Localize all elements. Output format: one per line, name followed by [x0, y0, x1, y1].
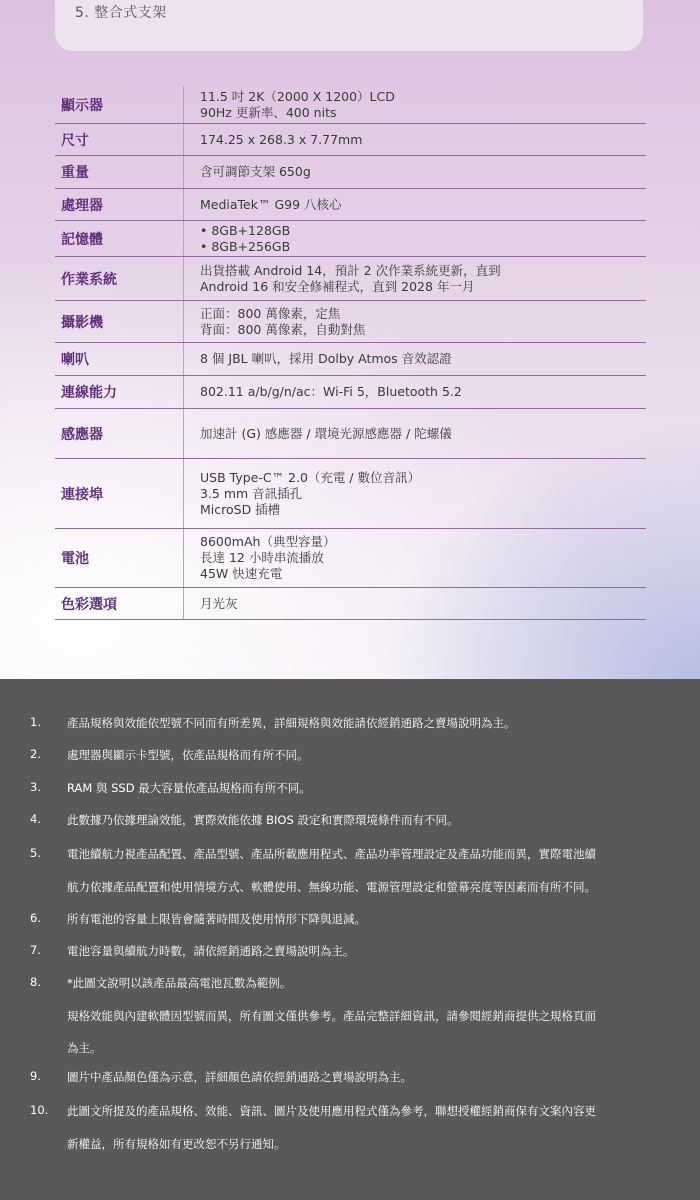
note-text: 規格效能與內建軟體因型號而異，所有圖文僅供參考。產品完整詳細資訊，請參閱經銷商提供之規格頁面 — [67, 1008, 596, 1023]
spec-value-line: MicroSD 插槽 — [200, 501, 281, 517]
spec-value — [184, 89, 646, 121]
spec-value-line: 出貨搭載 Android 14，預計 2 次作業系統更新，直到 — [200, 262, 501, 278]
spec-value-line: 45W 快速充電 — [200, 566, 283, 581]
note-text: *此圖文說明以該產品最高電池瓦數為範例。 — [67, 976, 292, 990]
note-text: 圖片中產品顏色僅為示意，詳細顏色請依經銷通路之賣場說明為主。 — [67, 1070, 412, 1084]
spec-value — [184, 470, 646, 518]
note-text: 新權益，所有規格如有更改恕不另行通知。 — [67, 1136, 286, 1151]
spec-row — [55, 459, 646, 529]
spec-value-line: 含可調節支架 650g — [200, 164, 311, 179]
spec-value-line: 8 個 JBL 喇叭，採用 Dolby Atmos 音效認證 — [200, 351, 452, 366]
note-text: 電池續航力視產品配置、產品型號、產品所載應用程式、產品功率管理設定及產品功能而異，實際電池續 — [67, 847, 596, 861]
note-number: 10. — [30, 1103, 49, 1117]
spec-label: 顯示器 — [61, 97, 103, 114]
spec-row — [55, 301, 646, 343]
spec-value — [184, 384, 646, 400]
spec-label: 攝影機 — [61, 314, 103, 331]
spec-label: 電池 — [61, 551, 89, 567]
spec-value-line: 月光灰 — [200, 595, 238, 611]
spec-value-line: USB Type-C™ 2.0（充電 / 數位音訊） — [200, 469, 421, 485]
spec-value-line: 背面：800 萬像素，自動對焦 — [200, 321, 366, 337]
note-text: 處理器與顯示卡型號，依產品規格而有所不同。 — [67, 748, 309, 762]
spec-label: 記憶體 — [61, 231, 103, 248]
spec-label: 尺寸 — [61, 132, 89, 149]
note-number: 4. — [30, 812, 41, 826]
spec-row — [55, 257, 646, 301]
spec-value-line: 長達 12 小時串流播放 — [200, 550, 324, 565]
spec-row — [55, 86, 646, 124]
spec-value — [184, 426, 646, 442]
spec-label: 處理器 — [61, 197, 103, 214]
spec-label: 色彩選項 — [61, 596, 117, 613]
spec-value-line: 11.5 吋 2K（2000 X 1200）LCD — [200, 88, 395, 104]
spec-value — [184, 351, 646, 367]
note-text: 此數據乃依據理論效能，實際效能依據 BIOS 設定和實際環境條件而有不同。 — [67, 813, 459, 827]
spec-value-line: 正面：800 萬像素，定焦 — [200, 305, 341, 321]
spec-value — [184, 197, 646, 213]
spec-label: 作業系統 — [61, 271, 117, 288]
spec-row — [55, 189, 646, 221]
spec-label: 連接埠 — [61, 486, 103, 503]
spec-row — [55, 409, 646, 459]
spec-label: 重量 — [61, 165, 89, 181]
spec-value-line: • 8GB+128GB — [200, 222, 291, 238]
spec-table — [55, 86, 646, 620]
spec-value-line: 加速計 (G) 感應器 / 環境光源感應器 / 陀螺儀 — [200, 425, 452, 441]
spec-value — [184, 132, 646, 148]
spec-row — [55, 588, 646, 620]
spec-value-line: 8600mAh（典型容量） — [200, 534, 336, 549]
spec-value — [184, 263, 646, 295]
spec-value-line: MediaTek™ G99 八核心 — [200, 196, 342, 212]
spec-row — [55, 124, 646, 156]
spec-value — [184, 534, 646, 582]
spec-value — [184, 306, 646, 338]
spec-row — [55, 221, 646, 257]
spec-value-line: • 8GB+256GB — [200, 238, 291, 254]
note-number: 3. — [30, 780, 41, 794]
spec-value — [184, 164, 646, 180]
note-number: 7. — [30, 943, 41, 957]
spec-row — [55, 343, 646, 376]
spec-label: 連線能力 — [61, 385, 117, 401]
spec-value-line: 174.25 x 268.3 x 7.77mm — [200, 131, 363, 147]
spec-value-line: 90Hz 更新率、400 nits — [200, 104, 337, 120]
note-text: 產品規格與效能依型號不同而有所差異，詳細規格與效能請依經銷通路之賣場說明為主。 — [67, 716, 516, 730]
note-text: 此圖文所提及的產品規格、效能、資訊、圖片及使用應用程式僅為參考，聯想授權經銷商保有文案內容更 — [67, 1104, 596, 1118]
spec-label: 喇叭 — [61, 352, 89, 368]
note-text: 航力依據產品配置和使用情境方式、軟體使用、無線功能、電源管理設定和螢幕亮度等因素而有所不同。 — [67, 879, 596, 894]
spec-row — [55, 529, 646, 588]
note-number: 8. — [30, 975, 41, 989]
notes-section — [0, 679, 700, 1200]
note-number: 9. — [30, 1069, 41, 1083]
spec-row — [55, 376, 646, 409]
note-number: 6. — [30, 911, 41, 925]
spec-value-line: 802.11 a/b/g/n/ac：Wi-Fi 5，Bluetooth 5.2 — [200, 384, 462, 399]
note-number: 2. — [30, 747, 41, 761]
spec-row — [55, 156, 646, 189]
note-number: 5. — [30, 846, 41, 860]
header-card-text: 5. 整合式支架 — [75, 5, 167, 21]
note-text: 為主。 — [67, 1041, 102, 1055]
note-text: RAM 與 SSD 最大容量依產品規格而有所不同。 — [67, 781, 311, 795]
spec-label: 感應器 — [61, 426, 103, 443]
spec-value-line: Android 16 和安全修補程式，直到 2028 年一月 — [200, 278, 475, 294]
spec-value-line: 3.5 mm 音訊插孔 — [200, 485, 303, 501]
note-number: 1. — [30, 715, 41, 729]
note-text: 所有電池的容量上限皆會隨著時間及使用情形下降與退減。 — [67, 912, 366, 926]
spec-value — [184, 596, 646, 612]
spec-value — [184, 223, 646, 255]
note-text: 電池容量與續航力時數，請依經銷通路之賣場說明為主。 — [67, 944, 355, 958]
